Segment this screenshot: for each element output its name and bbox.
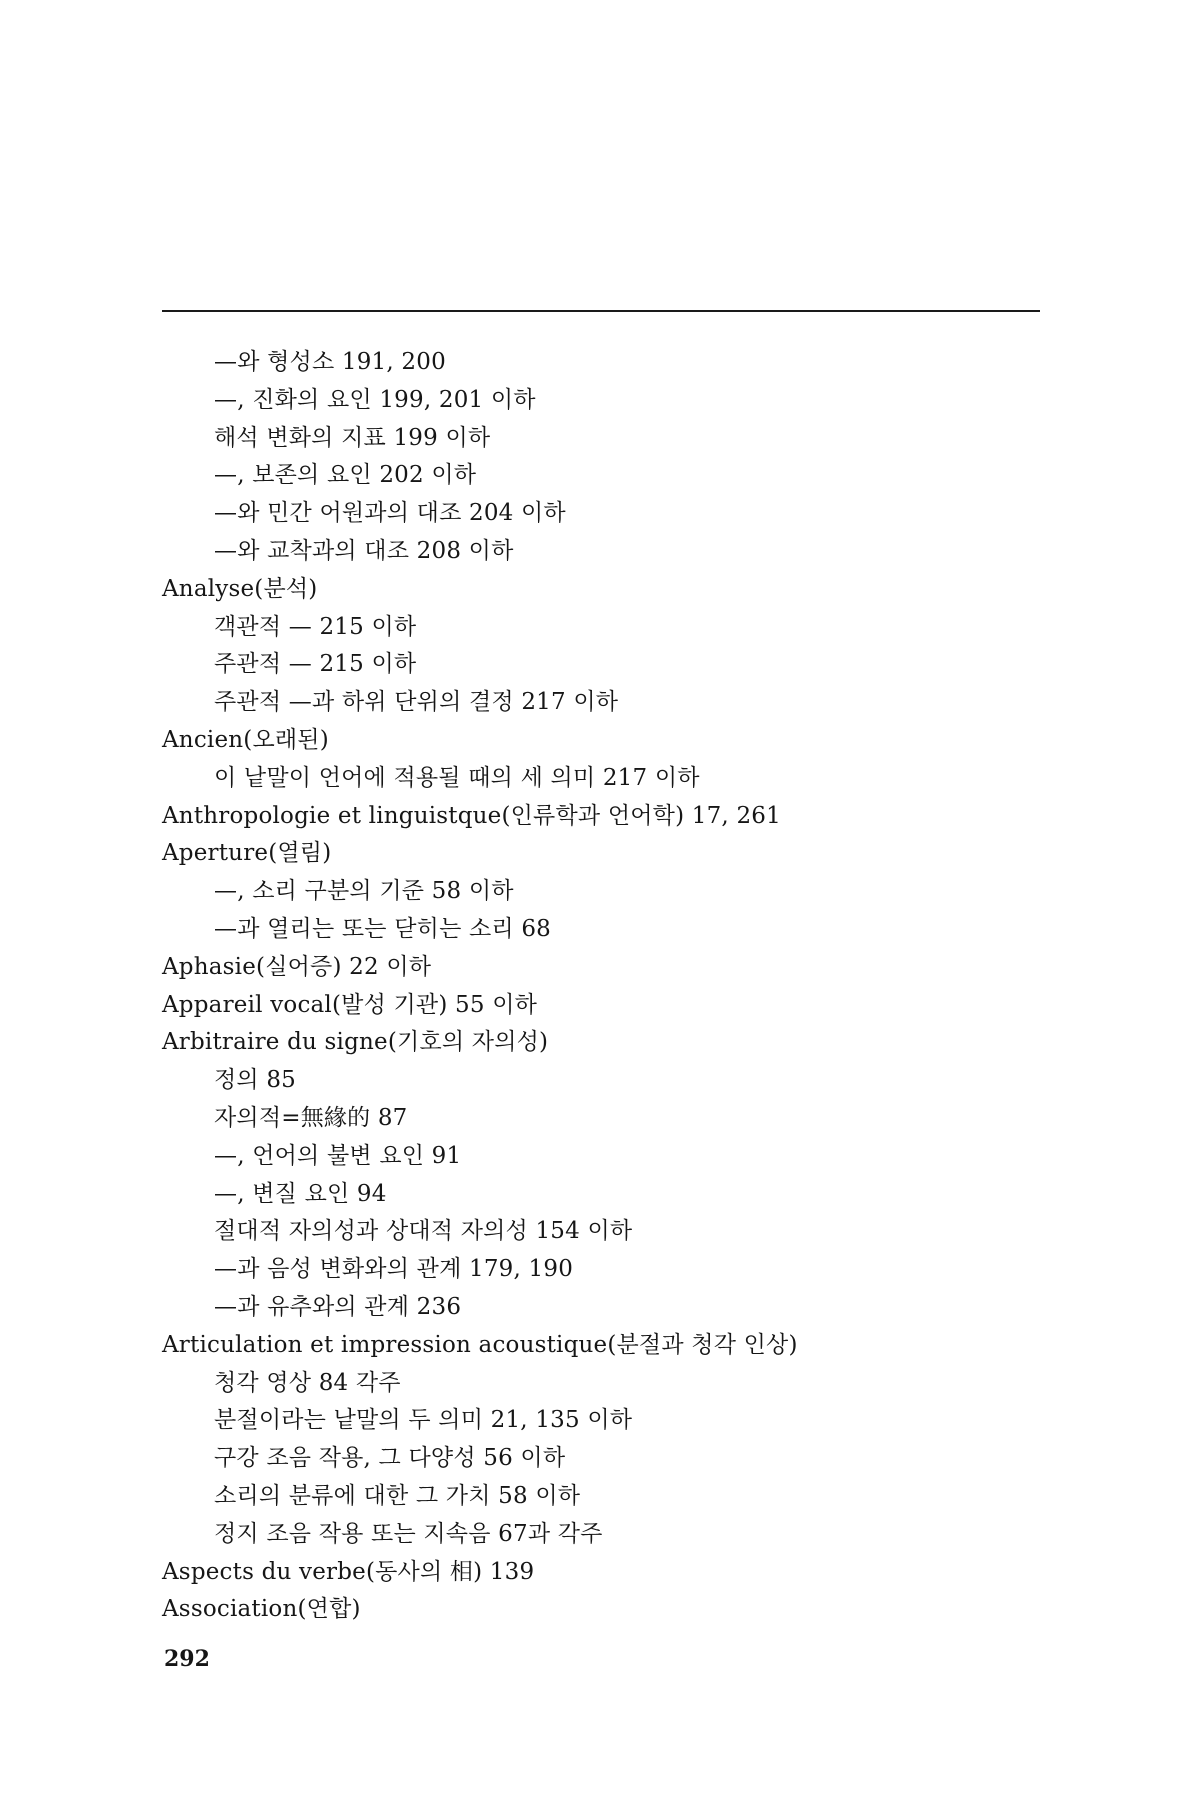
index-heading: Appareil vocal(발성 기관) 55 이하: [162, 991, 538, 1018]
index-entry: —과 열리는 또는 닫히는 소리 68: [214, 915, 552, 942]
index-entry: 해석 변화의 지표 199 이하: [214, 424, 491, 451]
index-heading: Association(연합): [162, 1596, 361, 1623]
index-heading: Ancien(오래된): [162, 726, 329, 753]
index-entry: 이 낱말이 언어에 적용될 때의 세 의미 217 이하: [214, 764, 700, 791]
index-entry: —와 교착과의 대조 208 이하: [214, 537, 514, 564]
index-entry: 청각 영상 84 각주: [214, 1369, 401, 1396]
index-heading: Articulation et impression acoustique(분절과 청각 인상): [162, 1331, 798, 1358]
index-entry: —과 음성 변화와의 관계 179, 190: [214, 1256, 574, 1283]
index-entry: 자의적=無緣的 87: [214, 1104, 408, 1131]
top-rule: [162, 310, 1040, 312]
index-entry: 정의 85: [214, 1067, 297, 1094]
index-heading: Aperture(열림): [162, 840, 332, 867]
index-entry: —, 언어의 불변 요인 91: [214, 1142, 462, 1169]
index-entry: —, 변질 요인 94: [214, 1180, 387, 1207]
index-entry: 구강 조음 작용, 그 다양성 56 이하: [214, 1445, 566, 1472]
index-entry: —와 민간 어원과의 대조 204 이하: [214, 500, 566, 527]
page-number: 292: [164, 1646, 210, 1672]
index-entry: —, 소리 구분의 기준 58 이하: [214, 878, 514, 905]
index-entry: 주관적 —과 하위 단위의 결정 217 이하: [214, 689, 619, 716]
index-heading: Analyse(분석): [162, 575, 318, 602]
index-entry: —, 보존의 요인 202 이하: [214, 462, 477, 489]
index-heading: Aphasie(실어증) 22 이하: [162, 953, 432, 980]
index-entry: 분절이라는 낱말의 두 의미 21, 135 이하: [214, 1407, 633, 1434]
index-list: [162, 344, 1062, 1629]
index-entry: 절대적 자의성과 상대적 자의성 154 이하: [214, 1218, 633, 1245]
index-entry: —와 형성소 191, 200: [214, 349, 446, 375]
index-heading: Arbitraire du signe(기호의 자의성): [162, 1029, 549, 1056]
index-entry: —, 진화의 요인 199, 201 이하: [214, 386, 536, 413]
index-heading: Anthropologie et linguistque(인류학과 언어학) 17, 261: [162, 802, 781, 829]
index-entry: 주관적 — 215 이하: [214, 651, 417, 678]
index-entry: 정지 조음 작용 또는 지속음 67과 각주: [214, 1520, 603, 1547]
index-entry: —과 유추와의 관계 236: [214, 1293, 462, 1320]
index-entry: 객관적 — 215 이하: [214, 613, 417, 640]
index-heading: Aspects du verbe(동사의 相) 139: [162, 1558, 535, 1585]
index-entry: 소리의 분류에 대한 그 가치 58 이하: [214, 1482, 581, 1509]
